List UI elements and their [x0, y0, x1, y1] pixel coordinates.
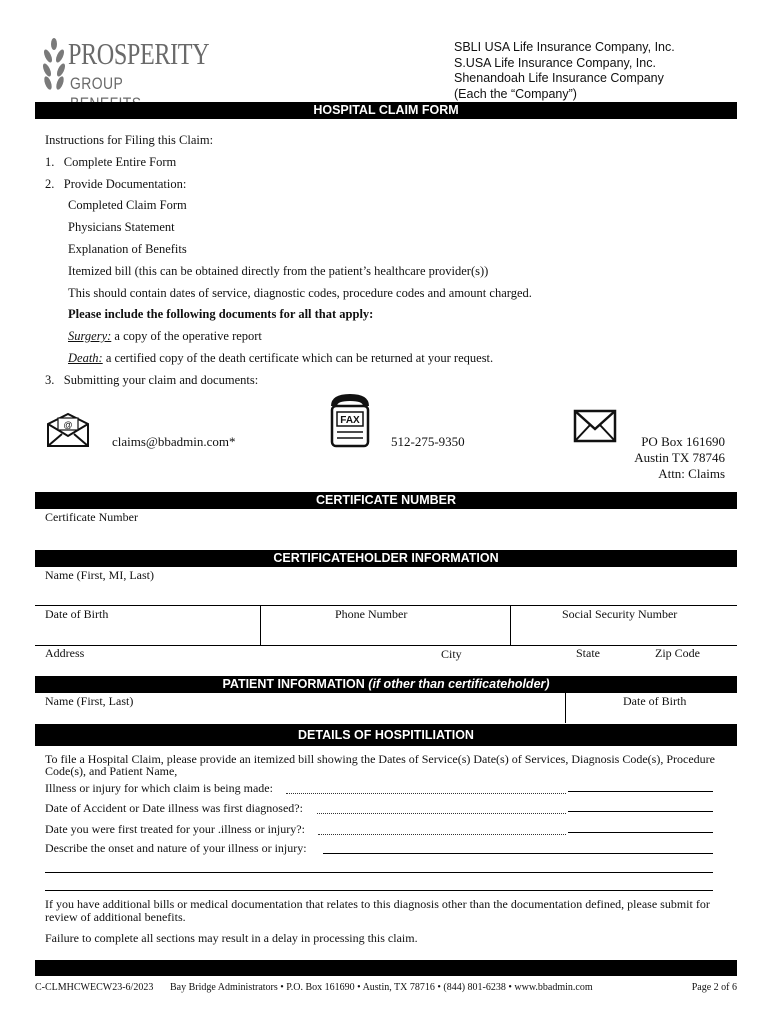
fax-machine-icon	[325, 392, 375, 450]
step3-text: Submitting your claim and documents:	[63, 372, 259, 387]
company-line: Shenandoah Life Insurance Company	[454, 71, 664, 85]
holder-name-label: Name (First, MI, Last)	[45, 568, 154, 582]
treated-date-answer-line[interactable]	[568, 832, 713, 833]
ssn-label: Social Security Number	[562, 607, 678, 621]
mail-line: PO Box 161690	[641, 434, 725, 449]
step2-text: Provide Documentation:	[63, 176, 187, 191]
logo-line2: GROUP	[70, 74, 123, 93]
divider	[565, 693, 566, 723]
describe-answer-line[interactable]	[45, 890, 713, 891]
admin-contact: Bay Bridge Administrators • P.O. Box 161690 • Austin, TX 78716 • (844) 801-6238 • www.bbadmin.com	[170, 982, 593, 993]
fax-icon-label: FAX	[340, 415, 360, 426]
form-code: C-CLMHCWECW23-6/2023	[35, 982, 154, 993]
question-diagnosed-date: Date of Accident or Date illness was first diagnosed?:	[45, 801, 303, 815]
zip-label: Zip Code	[655, 646, 700, 660]
patient-section-bar	[35, 676, 737, 693]
step-number: 2.	[45, 176, 55, 191]
step-number: 3.	[45, 372, 55, 387]
logo-line1: PROSPERITY	[68, 36, 210, 71]
certificate-section-title: CERTIFICATE NUMBER	[315, 493, 457, 507]
company-line: (Each the “Company”)	[454, 86, 577, 101]
bold-note: Please include the following documents for all that apply:	[68, 307, 374, 322]
instructions	[45, 130, 745, 392]
question-describe: Describe the onset and nature of your illness or injury:	[45, 841, 307, 855]
patient-name-label: Name (First, Last)	[45, 694, 134, 708]
ssn-field[interactable]	[512, 620, 736, 644]
question-illness: Illness or injury for which claim is being made:	[45, 781, 273, 795]
additional-bills-note: If you have additional bills or medical documentation that relates to this diagnosis other than the documentation defined, please submit for review of additional benefits.	[45, 897, 710, 924]
doc-item: Itemized bill (this can be obtained directly from the patient’s healthcare provider(s))	[68, 263, 489, 278]
failure-warning: Failure to complete all sections may result in a delay in processing this claim.	[45, 931, 418, 945]
address-field[interactable]	[35, 660, 737, 675]
logo	[40, 36, 210, 96]
divider	[35, 645, 737, 646]
svg-text:@: @	[63, 420, 73, 430]
death-text: a certified copy of the death certificate which can be returned at your request.	[102, 350, 494, 365]
divider	[260, 605, 261, 645]
describe-answer-line[interactable]	[45, 872, 713, 873]
email-address[interactable]: claims@bbadmin.com*	[112, 434, 236, 449]
divider	[510, 605, 511, 645]
details-intro: To file a Hospital Claim, please provide an itemized bill showing the Dates of Service(s) Date(s) of Services, Diagnosis Code(s), Procedure Code(s), and Patient Name,	[45, 752, 715, 778]
doc-item: Completed Claim Form	[68, 198, 187, 213]
doc-item: Explanation of Benefits	[68, 241, 187, 256]
company-line: S.USA Life Insurance Company, Inc.	[454, 55, 656, 70]
doc-item: This should contain dates of service, diagnostic codes, procedure codes and amount charged.	[68, 285, 532, 300]
patient-dob-field[interactable]	[568, 708, 736, 722]
patient-name-field[interactable]	[35, 708, 563, 722]
dob-field[interactable]	[35, 620, 259, 644]
question-treated-date: Date you were first treated for your .illness or injury?:	[45, 822, 305, 836]
dotted-leader	[317, 813, 566, 814]
mailing-address	[634, 434, 725, 482]
page-number: Page 2 of 6	[691, 982, 737, 993]
surgery-text: a copy of the operative report	[111, 329, 262, 344]
illness-answer-line[interactable]	[568, 791, 713, 792]
details-section-bar	[35, 724, 737, 746]
doc-item: Physicians Statement	[68, 220, 175, 235]
state-label: State	[576, 646, 600, 660]
mail-line: Austin TX 78746	[634, 450, 725, 465]
patient-section-note: (if other than certificateholder)	[368, 677, 550, 691]
patient-dob-label: Date of Birth	[623, 694, 687, 708]
wheat-icon	[40, 38, 68, 94]
details-section-title: DETAILS OF HOSPITILIATION	[298, 728, 474, 742]
footer-bar	[35, 960, 737, 976]
holder-section-bar	[35, 550, 737, 567]
phone-field[interactable]	[262, 620, 508, 644]
instructions-heading: Instructions for Filing this Claim:	[45, 133, 214, 147]
city-label: City	[441, 647, 462, 661]
step1-text: Complete Entire Form	[63, 154, 177, 169]
surgery-label: Surgery:	[68, 329, 112, 344]
describe-answer-line[interactable]	[323, 853, 713, 854]
form-title-bar	[35, 102, 737, 119]
certificate-number-label: Certificate Number	[45, 510, 138, 524]
mail-envelope-icon	[573, 408, 617, 444]
company-list	[454, 40, 675, 102]
divider	[35, 605, 737, 606]
diagnosed-date-answer-line[interactable]	[568, 811, 713, 812]
dob-label: Date of Birth	[45, 607, 109, 621]
holder-name-field[interactable]	[35, 568, 737, 604]
holder-section-title: CERTIFICATEHOLDER INFORMATION	[273, 551, 499, 565]
certificate-number-field[interactable]	[35, 510, 737, 548]
dotted-leader	[286, 793, 566, 794]
fax-number: 512-275-9350	[391, 434, 465, 449]
form-title: HOSPITAL CLAIM FORM	[313, 103, 459, 117]
dotted-leader	[318, 834, 566, 835]
email-envelope-icon	[44, 412, 92, 448]
step-number: 1.	[45, 154, 55, 169]
mail-line: Attn: Claims	[658, 466, 725, 481]
company-line: SBLI USA Life Insurance Company, Inc.	[454, 40, 675, 54]
phone-label: Phone Number	[335, 607, 408, 621]
address-label: Address	[45, 646, 85, 660]
patient-section-title: PATIENT INFORMATION	[222, 677, 365, 691]
death-label: Death:	[68, 350, 103, 365]
certificate-section-bar	[35, 492, 737, 509]
